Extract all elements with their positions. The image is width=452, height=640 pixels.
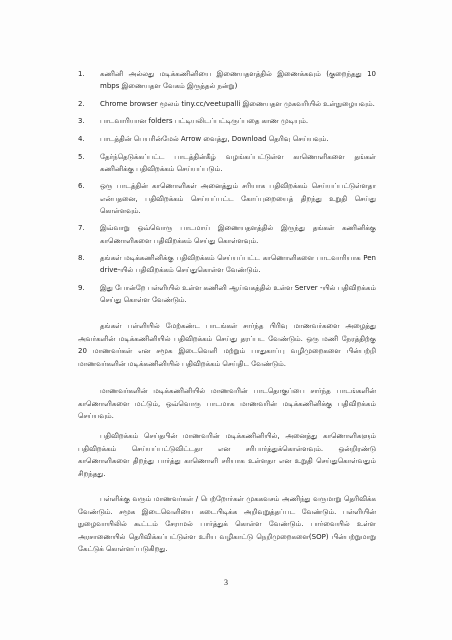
list-item-text: இவ்வாறு ஒவ்வொரு பாடமாய் இணையதளத்தில் இருந்து தங்கள் கணினிக்கு காணொளிகளை பதிவிறக்கம் செய்து கொள்ளவும். (100, 224, 376, 245)
page-number: 3 (224, 578, 228, 587)
list-item (78, 133, 376, 145)
body-paragraph: மாணவர்களின் மடிக்கணினியில் மாணவரின் பாடதொகுப்பை சார்ந்த பாடங்களின் காணொளிகளை மட்டும், ஒவ்வொரு பாடமாக மாணவரின் மடிக்கணினிக்கு பதிவிறக்கம் செய்யவும். (78, 387, 376, 421)
list-item-number: 7. (78, 224, 85, 233)
list-item-number: 9. (78, 283, 85, 292)
list-item-text: தேர்ந்தெடுக்கப்பட்ட பாடத்தின்கீழ் வழங்கப்பட்டுள்ள காணொளிகளை தங்கள் கணினிக்கு பதிவிறக்கம் செய்யப்படும். (100, 152, 376, 173)
list-item (78, 282, 376, 306)
list-item-text: கணினி அல்லது மடிக்கணினியை இணையதளத்தில் இணைக்கவும் (குறைந்தது 10 mbps இணையதள வேகம் இருத்தல் நன்று) (100, 70, 376, 91)
list-item (78, 151, 376, 175)
list-item-number: 8. (78, 254, 85, 263)
list-item-text: தங்கள் மடிக்கணினிக்கு பதிவிறக்கம் செய்யப்பட்ட காணொளிகளை பாடவாரியாக Pen drive-யில் பதிவிறக்கம் செய்துகொள்ள வேண்டும். (100, 254, 376, 275)
list-item (78, 98, 376, 110)
list-item (78, 222, 376, 246)
list-item (78, 68, 376, 92)
list-item-text: பாடவாரியான folders பட்டியலிடப்பட்டிருப்பதை காண முடியும். (100, 117, 309, 126)
list-item-number: 2. (78, 99, 85, 108)
list-item (78, 252, 376, 276)
body-paragraph: பதிவிறக்கம் செய்தபின் மாணவரின் மடிக்கணினியில், அனைத்து காணொளிகளும் பதிவிறக்கம் செய்யப்பட்டுவிட்டதா என சரிபார்த்துக்கொள்ளவும். ஒன்றிரண்டு காணொளிகளை திறந்து பார்த்து காணொளி சரியாக உள்ளதா என உறுதி செய்துகொள்வதும் சிறந்தது. (78, 432, 376, 478)
list-item-text: இது போன்றே பள்ளியில் உள்ள கணினி ஆய்வகத்தில் உள்ள Server -யில் பதிவிறக்கம் செய்து கொள்ள வேண்டும். (100, 283, 376, 305)
list-item (78, 180, 376, 217)
instruction-list (78, 68, 376, 312)
body-paragraph: பள்ளிக்கு வரும் மாணவர்கள் / பெற்றோர்கள் முககவசம் அணிந்து வருமாறு தெரிவிக்க வேண்டும். சமூக இடைவெளியை கடைபிடிக்க அறிவுறுத்தப்பட வேண்டும். பள்ளியின் நுழைவாயிலில் கூட்டம் சேராமல் பார்த்துக் கொள்ள வேண்டும். பார்வையில் உள்ள அரசாணையில் தெரிவிக்கப்பட்டுள்ள உரிய வழிகாட்டு நெறிமுறைகளை(SOP) பின்பற்றுமாறு கேட்டுக் கொள்ளப்படுகிறது. (78, 495, 376, 554)
list-item-text: Chrome browser மூலம் tiny.cc/veetupalli இணையதள முகவரியில் உள்நுழையவும். (100, 99, 375, 108)
list-item-number: 5. (78, 152, 85, 161)
list-item-number: 1. (78, 70, 85, 78)
list-item-number: 6. (78, 182, 85, 191)
list-item-number: 4. (78, 134, 85, 143)
list-item-number: 3. (78, 117, 85, 126)
body-paragraph: தங்கள் பள்ளியில் மேற்கண்ட பாடங்கள் சார்ந்த பிரிவு மாணவர்களை அழைத்து அவர்களின் மடிக்கணினியில் பதிவிறக்கம் செய்து தரப்பட வேண்டும். ஒரு மணி நேரத்திற்கு 20 மாணவர்கள் என சமூக இடைவெளி மற்றும் பாதுகாப்பு வழிமுறைகளை பின்பற்றி மாணவர்களின் மடிக்கணினியில் பதிவிறக்கம் செய்திட வேண்டும். (78, 322, 376, 368)
list-item-text: ஒரு பாடத்தின் காணொளிகள் அனைத்தும் சரியாக பதிவிறக்கம் செய்யப்பட்டுள்ளதா என்பதனை, பதிவிறக்கம் செய்யப்பட்ட கோப்புறையைத் திறந்து உறுதி செய்து கொள்ளவும். (100, 182, 376, 215)
list-item-text: பாடத்தின் பெயரின்மேல் Arrow வைத்து, Download தெரிவு செய்யவும். (100, 134, 329, 143)
list-item (78, 115, 376, 127)
